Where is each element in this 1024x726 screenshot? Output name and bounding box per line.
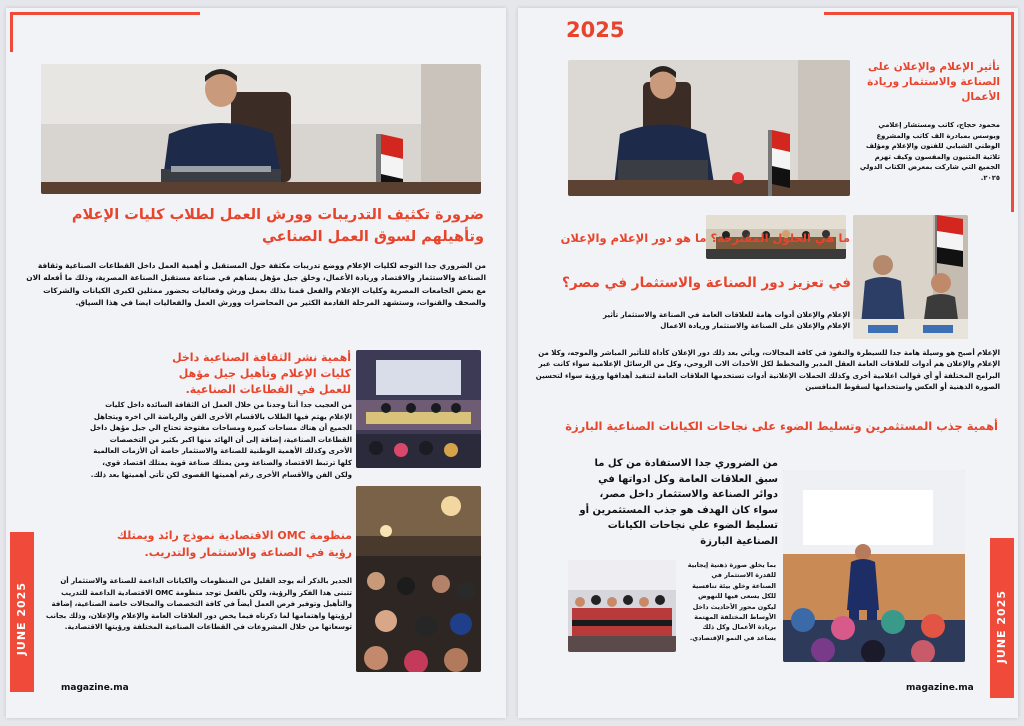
intro-paragraph: من الضروري جدا التوجه لكليات الإعلام ووضع تدريبات مكثفة حول المستقبل و أهمية العمل داخل القطاعات الصناعية وثقافة الصناعة والاستثمار والاقتصاد وريادة الأعمال، وخلق جيل مؤهل يساهم في صناعة مستقبل الصناعة المصرية، وذلك ما أفعله الان مع بعض الجامعات المصرية وكليات الإعلام والفعل قمنا بذلك بعمل ورش وفعاليات بحضور ممثلين لكبرى الكيانات والشركات والصحف والقنوات، وستشهد المرحلة القادمة الكثير من المحاضرات وورش العمل والفعاليات ايضا في هذا السياق.	[26, 261, 486, 308]
left-accent-line	[10, 12, 13, 52]
main-heading: ضرورة تكثيف التدريبات وورش العمل لطلاب كليات الإعلام وتأهيلهم لسوق العمل الصناعي	[71, 207, 484, 245]
big-heading: في تعزيز دور الصناعة والاستثمار في مصر؟	[562, 275, 851, 291]
site-footer[interactable]: magazine.ma	[61, 683, 129, 693]
omc-paragraph: الجدير بالذكر أنه يوجد القليل من المنظومات والكيانات الداعمة للصناعة والاستثمار أن تتبنى هذا الفكر والرؤية، ولكن بالفعل توجد منظومة OMC الاقتصادية الداعمة للتدريب والتأهيل وتوفير فرص العمل أيضاً في كافة التخصصات والمجالات خاصة الصناعية، إضافة لرؤيتها واهتمامها لما ذكرناه فيما يخص دور العلاقات العامة والإعلام والإعلان، وذلك بجانب توسعاتها من خلال المشروعات في القطاعات الصناعية المختلفة ورؤيتها الاقتصادية.	[45, 577, 352, 632]
investors-paragraph: من الضروري جدا الاستفادة من كل ما سبق العلاقات العامة وكل ادواتها في دوائر الصناعة والاستثمار داخل مصر، سواء كان الهدف هو جذب المستثمرين أو تسليط الضوء علي نجاحات الكيانات الصناعية البارزة	[579, 458, 778, 547]
top-accent-line	[824, 12, 1014, 15]
image-paragraph: بما يخلق صورة ذهنية إيجابية للقدرة الاستثمار في الصناعة وخلق بيئة تنافسية للكل يسعى فيها للنهوض ليكون محور الأحاديث داخل الأوساط المختلفة المهتمة بريادة الأعمال وكل ذلك يساعد في النمو الإقتصادي.	[687, 561, 776, 642]
panel-photo	[853, 215, 968, 339]
site-footer[interactable]: magazine.ma	[906, 683, 974, 693]
culture-paragraph: من العجيب جدا أننا وجدنا من خلال العمل ان الثقافة السائدة داخل كليات الإعلام يهتم فيها الطلاب بالاقسام الأخرى الفن والرياضة الي اخره ويتجاهل الجميع أن هناك مساحات كبيرة ومساحات مفتوحة تحتاج الي جيل مؤهل داخل القطاعات الصناعية، إضافة إلى أن الهائد منها اكبر بكثير من التخصصات الأخرى وكذلك الأهمية الوطنية للصناعة والاستثمار خاصة أن الأزمات العالمية كلها ترتبط الاقتصاد والصناعة ومن يمتلك صناعة قوية يمتلك اقتصاد قوي، ولكن الفن والأقسام الأخرى رغم أهميتها القصوى لكن تأتي أهميتها بعد ذلك.	[89, 401, 352, 479]
right-page	[518, 8, 1018, 718]
left-page	[6, 8, 506, 718]
top-heading: تأثير الإعلام والإعلان على الصناعة والاستثمار وريادة الأعمال	[867, 61, 1000, 103]
issue-year: 2025	[566, 18, 625, 42]
audience-photo	[356, 486, 481, 672]
top-photo	[568, 60, 850, 196]
media-paragraph: الإعلام أصبح هو وسيلة هامة جدا للسيطرة والنفوذ في كافة المجالات، ويأتي بعد ذلك دور الإعلان كأداة للتأثير المباشر والموجه، وكلا من الإعلام والإعلان هم أدوات للعلاقات العامة العقل المدبر والمخطط لكل الأحداث الاب الروحي، وكل من الرسائل الإعلامية سواء كانت عبر البرامج المختلفة أو أي قوالب اعلامية أخرى وكذلك الحملات الإعلانية أدوات تستخدمها العلاقات العامة لتنفيذ أهدافها ورؤية سواء لتحسين الصورة الذهنية أو العكس واستخدامها لسقوط المنافسين	[535, 349, 1000, 392]
side-date: JUNE 2025	[995, 590, 1008, 664]
conference-photo	[356, 350, 481, 468]
speaker-photo	[783, 470, 965, 662]
culture-heading: أهمية نشر الثقافة الصناعية داخل كليات الإعلام وتأهيل جيل مؤهل للعمل في القطاعات الصناعية.	[172, 351, 351, 396]
top-accent-line	[10, 12, 200, 15]
investors-heading: أهمية جذب المستثمرين وتسليط الضوء على نجاحات الكيانات الصناعية البارزة	[565, 419, 998, 433]
side-date: JUNE 2025	[15, 582, 28, 656]
bold-subheading: الإعلام والإعلان أدوات هامة للعلاقات العامة في الصناعة والاستثمار تأثير الإعلام والإعلان على الصناعة والاستثمار وريادة الاعمال	[603, 311, 850, 331]
group-photo	[568, 560, 676, 652]
right-accent-line	[1011, 12, 1014, 212]
omc-heading: منظومة OMC الاقتصادية نموذج رائد ويمتلك رؤية في الصناعة والاستثمار والتدريب.	[116, 529, 352, 559]
question-heading: ما هي الحلول المقترحة؟ ما هو دور الإعلام والإعلان	[560, 231, 850, 245]
author-bio: محمود حجاج، كاتب ومستشار إعلامي وبوسس بمبادرة الف كاتب والمشروع الوطني الشبابي للفنون والإعلام ومؤلف ثلاثية المثنيون والمفسون وكيف تهزم الجميع التي شاركت بمعرض الكتاب الدولي ٢٠٢٥.	[859, 121, 1000, 182]
top-photo	[41, 64, 481, 194]
